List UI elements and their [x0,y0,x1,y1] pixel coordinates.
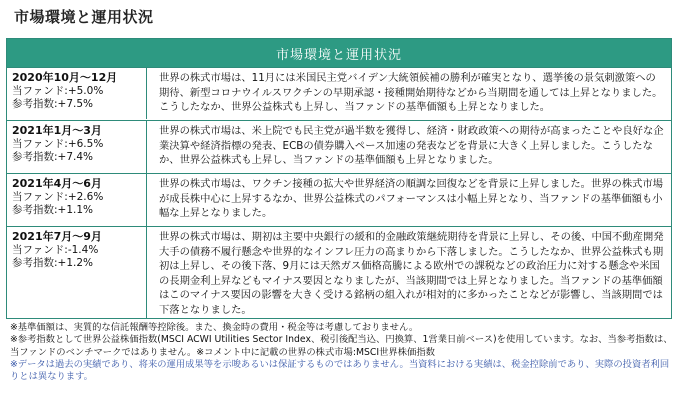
fund-return: 当ファンド:+2.6% [12,191,104,203]
fund-return: 当ファンド:+5.0% [12,85,104,97]
commentary-cell: 世界の株式市場は、期初は主要中央銀行の緩和的金融政策継続期待を背景に上昇し、その後、中国不動産開発大手の債務不履行懸念や世界的なインフレ圧力の高まりから下落しました。こうしたなか、世界公益株式も期初は上昇し、その後下落、9月には天然ガス価格高騰による欧州での課税などの政治圧力に対する懸念や米国の長期金利上昇などもマイナス要因となりましたが、当該期間では上昇となりました。当ファンドの基準価額はこのマイナス要因の影響を大きく受ける銘柄の組入れが相対的に多かったことなどが影響し、当該期間では下落となりました。 [159,231,664,316]
table-row [7,120,671,173]
period-label: 2021年4月～6月 [12,177,102,190]
period-cell [7,121,147,173]
table-row [7,67,671,119]
fund-return: 当ファンド:-1.4% [12,244,99,256]
market-summary-table [6,38,672,319]
period-cell [7,174,147,226]
page-title: 市場環境と運用状況 [14,8,154,26]
fund-return: 当ファンド:+6.5% [12,138,104,150]
footnote-disclaimer: ※データは過去の実績であり、将来の運用成果等を示唆あるいは保証するものではありません。当資料における実績は、税金控除前であり、実際の投資者利回りとは異なります。 [10,358,670,383]
period-label: 2021年7月～9月 [12,230,102,243]
period-cell [7,227,147,319]
period-label: 2021年1月～3月 [12,124,102,137]
table-row [7,226,671,319]
benchmark-return: 参考指数:+1.2% [12,257,94,269]
period-label: 2020年10月～12月 [12,71,118,84]
table-header: 市場環境と運用状況 [7,39,671,67]
period-cell [7,67,147,119]
benchmark-return: 参考指数:+7.5% [12,98,94,110]
table-row [7,173,671,226]
benchmark-return: 参考指数:+7.4% [12,151,94,163]
benchmark-return: 参考指数:+1.1% [12,204,94,216]
commentary-cell: 世界の株式市場は、ワクチン接種の拡大や世界経済の順調な回復などを背景に上昇しました。世界の株式市場が成長株中心に上昇するなか、世界公益株式のパフォーマンスは小幅上昇となり、当ファンドの基準価額も小幅な上昇となりました。 [159,178,664,219]
footnote-nav: ※基準価額は、実質的な信託報酬等控除後。また、換金時の費用・税金等は考慮しておりません。 [10,322,419,333]
commentary-cell: 世界の株式市場は、米上院でも民主党が過半数を獲得し、経済・財政政策への期待が高まったことや良好な企業決算や経済指標の発表、ECBの債券購入ペース加速の発表などを背景に大きく上昇しました。こうしたなか、世界公益株式も上昇し、当ファンドの基準価額も上昇となりました。 [159,125,664,166]
commentary-cell: 世界の株式市場は、11月には米国民主党バイデン大統領候補の勝利が確実となり、選挙後の景気刺激策への期待、新型コロナウイルスワクチンの早期承認・接種開始期待などから当期間を通しては上昇となりました。こうしたなか、世界公益株式も上昇し、当ファンドの基準価額も上昇となりました。 [147,67,671,119]
footnotes [10,322,674,383]
footnote-benchmark: ※参考指数として世界公益株価指数(MSCI ACWI Utilities Sector Index、税引後配当込、円換算、1営業日前ベース)を使用しています。なお、当参考指数は、当ファンドのベンチマークではありません。※コメント中に記載の世界の株式市場:MSCI世界株価指数 [10,334,673,358]
